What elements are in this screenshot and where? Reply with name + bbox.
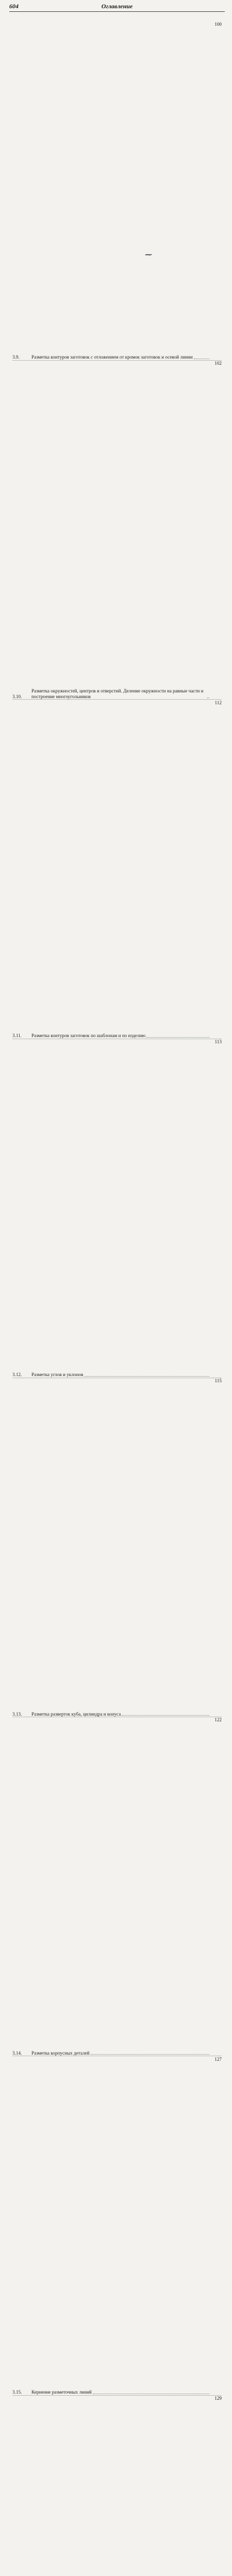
dot-leader	[122, 1715, 209, 1716]
entry-title: Разметка контуров заготовок по шаблонам и по изделию	[31, 1033, 146, 1038]
toc-entry	[12, 2396, 222, 2576]
page-header	[9, 3, 225, 14]
toc-entry	[12, 22, 222, 360]
dot-leader	[84, 1376, 209, 1377]
toc-entry	[12, 1039, 222, 1378]
entry-title: Разметка контуров заготовок с отложением от кромок заготовок и осевой линии	[31, 354, 193, 360]
entry-title-wrap	[31, 2389, 210, 2395]
entry-title-wrap	[31, 688, 210, 699]
entry-title-wrap	[31, 1711, 210, 1717]
toc-entry	[12, 1717, 222, 2056]
entry-number: 3.11.	[12, 1033, 22, 1038]
toc-entry	[12, 1378, 222, 1717]
entry-title-wrap	[31, 1372, 210, 1378]
toc-entry	[12, 2057, 222, 2395]
running-title: Оглавление	[101, 3, 133, 10]
entry-number: 3.10.	[12, 693, 22, 699]
entry-page: 127	[214, 2056, 222, 2062]
toc-entry	[12, 700, 222, 1039]
dot-leader	[146, 1037, 209, 1038]
entry-title: Разметка корпусных деталей	[31, 2050, 90, 2056]
entry-title-wrap	[31, 354, 210, 360]
dot-leader	[91, 2054, 209, 2055]
entry-title: Разметка окружностей, центров и отверстий. Деление окружности на равные части и построение многоугольников	[31, 688, 204, 699]
entry-title: Разметка разверток куба, цилиндра и конуса	[31, 1711, 121, 1717]
entry-number: 3.12.	[12, 1372, 22, 1378]
ink-smudge-mark	[145, 253, 152, 256]
entry-page: 113	[214, 1039, 222, 1044]
entry-title: Кернение разметочных линий	[31, 2389, 92, 2395]
section-3-tail	[12, 22, 222, 2576]
entry-page: 100	[214, 22, 222, 27]
toc-entry	[12, 361, 222, 699]
entry-title-wrap	[31, 2050, 210, 2056]
entry-title: Разметка углов и уклонов	[31, 1372, 84, 1378]
entry-title-wrap	[31, 1033, 210, 1039]
entry-number: 3.9.	[12, 354, 20, 360]
entry-page: 129	[214, 2396, 222, 2401]
entry-page: 122	[214, 1717, 222, 1723]
entry-page: 102	[214, 361, 222, 366]
entry-page: 115	[214, 1378, 222, 1384]
header-rule	[9, 11, 225, 12]
entry-number: 3.15.	[12, 2389, 22, 2395]
entry-page: 112	[214, 700, 222, 705]
page-number: 604	[9, 3, 19, 10]
entry-number: 3.14.	[12, 2050, 22, 2056]
entry-number: 3.13.	[12, 1711, 22, 1717]
table-of-contents	[12, 22, 222, 2576]
